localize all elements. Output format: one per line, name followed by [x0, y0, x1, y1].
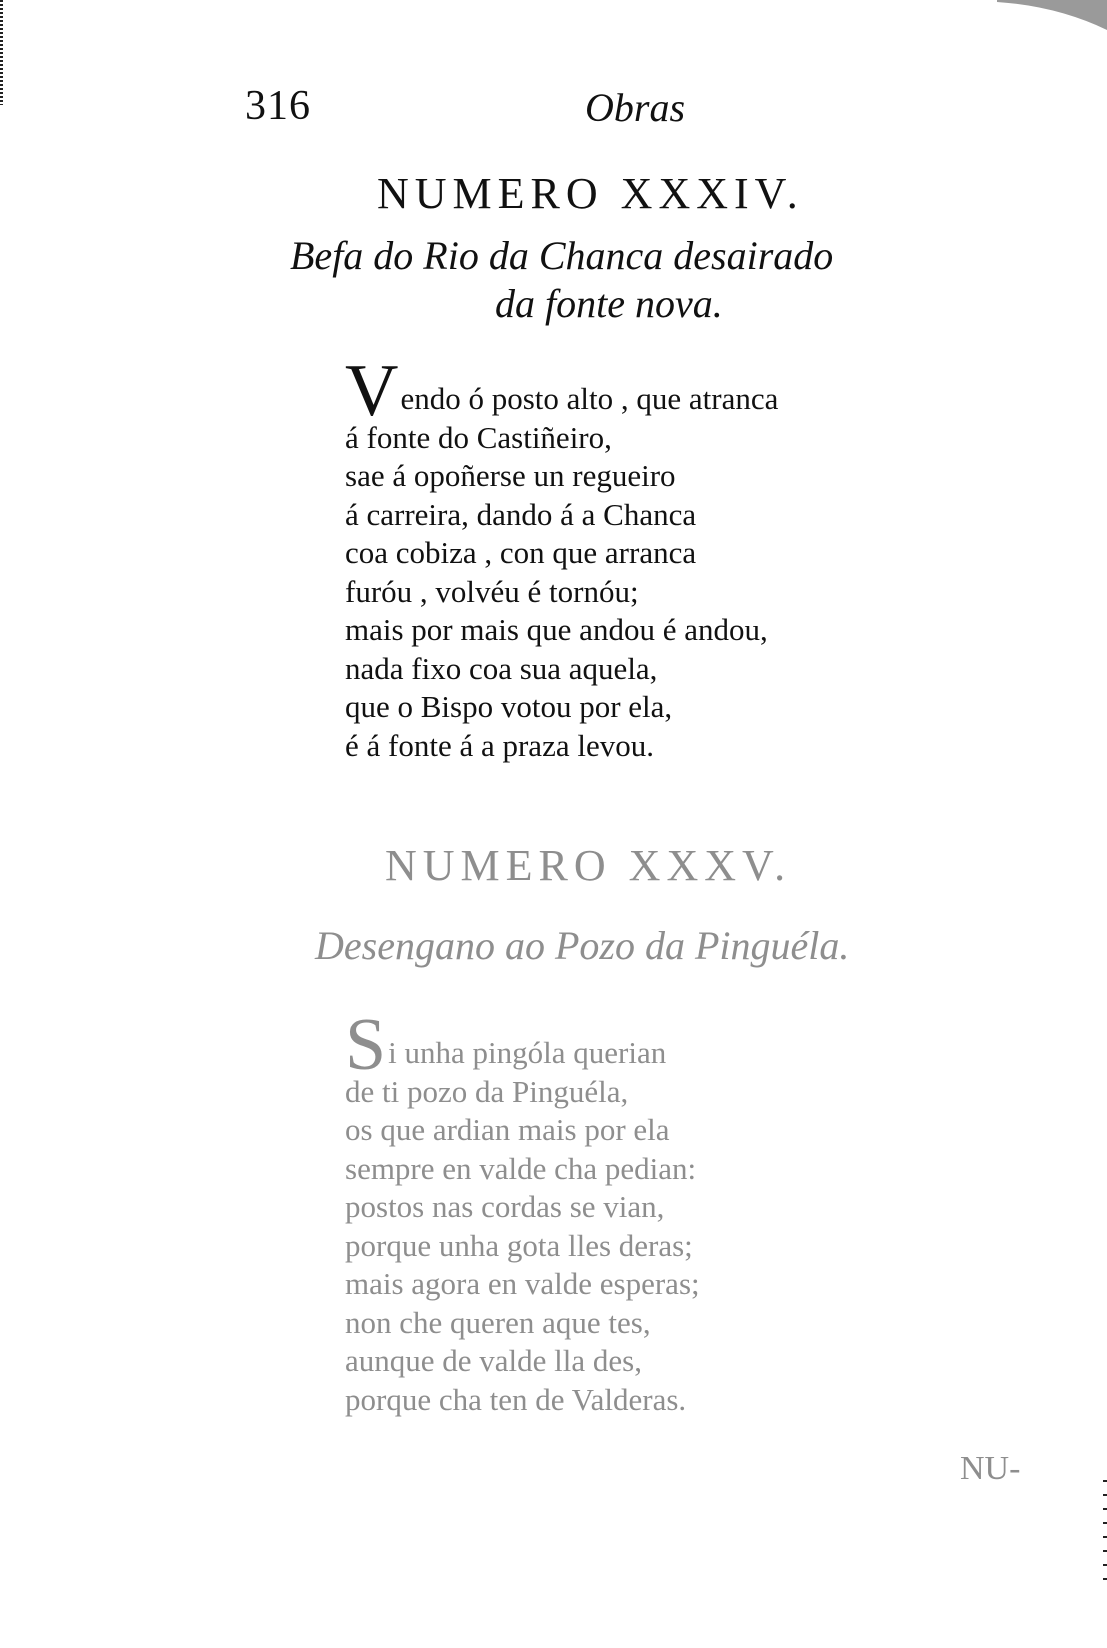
verse-line: [345, 1188, 700, 1227]
verse-text: sempre en valde cha pedian:: [345, 1150, 697, 1186]
verse-line: [345, 611, 778, 650]
verse-line: [345, 1342, 700, 1381]
verse-text: i unha pingóla querian: [388, 1035, 667, 1070]
verse-line: [345, 1073, 700, 1112]
verse-line: [345, 1227, 700, 1266]
drop-cap: V: [345, 350, 399, 432]
section-title: Befa do Rio da Chanca desairado: [290, 233, 834, 278]
verse-text: sae á opoñerse un regueiro: [345, 458, 676, 493]
scan-edge-mark: [0, 0, 3, 105]
verse-line: [345, 1265, 700, 1304]
verse-line: [345, 1111, 700, 1150]
verse-line: [345, 650, 778, 689]
verse-text: nada fixo coa sua aquela,: [345, 650, 658, 686]
verse-line: [345, 573, 778, 612]
poem-stanza: [345, 350, 779, 765]
verse-line: [345, 419, 778, 458]
running-title: Obras: [585, 85, 686, 130]
verse-line: [345, 1381, 700, 1420]
poem-stanza: [345, 1004, 700, 1419]
section-title: Desengano ao Pozo da Pinguéla.: [315, 923, 850, 968]
verse-text: aunque de valde lla des,: [345, 1343, 642, 1378]
verse-text: que o Bispo votou por ela,: [345, 689, 673, 724]
verse-text: porque cha ten de Valderas.: [345, 1381, 687, 1417]
verse-text: mais por mais que andou é andou,: [345, 612, 768, 647]
drop-cap: S: [345, 1004, 387, 1086]
verse-line: [345, 1004, 700, 1086]
section-number-heading: NUMERO XXXIV.: [377, 169, 804, 218]
verse-line: [345, 1304, 700, 1343]
verse-line: [345, 727, 778, 766]
verse-text: porque unha gota lles deras;: [345, 1227, 693, 1263]
verse-text: coa cobiza , con que arranca: [345, 535, 697, 570]
section-number-heading: NUMERO XXXV.: [385, 841, 792, 890]
verse-text: endo ó posto alto , que atranca: [400, 381, 779, 416]
section-title-continued: da fonte nova.: [495, 281, 723, 326]
verse-text: os que ardian mais por ela: [345, 1112, 670, 1147]
page-corner-shadow: [997, 0, 1107, 30]
verse-line: [345, 534, 778, 573]
verse-line: [345, 457, 778, 496]
verse-line: [345, 350, 779, 432]
verse-text: á carreira, dando á a Chanca: [345, 496, 697, 532]
verse-text: mais agora en valde esperas;: [345, 1266, 700, 1301]
catchword: NU-: [960, 1450, 1021, 1487]
verse-line: [345, 1150, 700, 1189]
verse-text: postos nas cordas se vian,: [345, 1189, 665, 1224]
verse-text: é á fonte á a praza levou.: [345, 727, 654, 763]
verse-text: furóu , volvéu é tornóu;: [345, 573, 639, 609]
verse-text: á fonte do Castiñeiro,: [345, 419, 612, 455]
verse-text: de ti pozo da Pinguéla,: [345, 1073, 629, 1109]
verse-line: [345, 496, 778, 535]
verse-line: [345, 688, 778, 727]
verse-text: non che queren aque tes,: [345, 1304, 651, 1340]
page-number: 316: [245, 83, 311, 129]
scan-edge-dots: [1103, 1480, 1107, 1590]
